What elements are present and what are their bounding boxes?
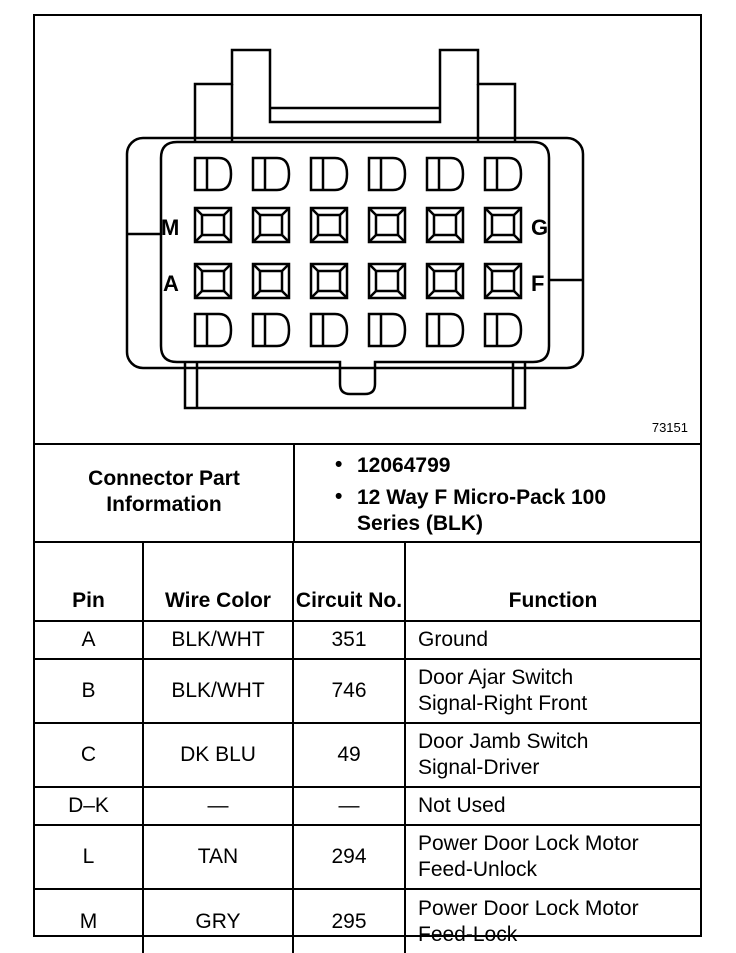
terminal-cavity [195, 314, 231, 346]
part-number: 12064799 [357, 454, 451, 477]
header-wire-color: Wire Color [143, 541, 293, 621]
wire-color-cell: BLK/WHT [143, 659, 293, 723]
circuit-cell: 295 [293, 889, 405, 953]
terminal-cavity [253, 314, 289, 346]
function-line: Signal-Driver [418, 756, 540, 779]
pin-label-a: A [163, 271, 179, 296]
header-circuit-no: Circuit No. [293, 541, 405, 621]
circuit-cell: — [293, 787, 405, 825]
function-line: Door Jamb Switch [418, 730, 589, 753]
pin-cell: B [35, 659, 143, 723]
function-cell [405, 787, 700, 825]
function-cell [405, 889, 700, 953]
pin-label-m: M [161, 215, 180, 240]
circuit-cell: 746 [293, 659, 405, 723]
terminal-cavity [485, 314, 521, 346]
bullet-icon: • [335, 453, 343, 476]
wire-color-cell: GRY [143, 889, 293, 953]
terminal-cavity [427, 314, 463, 346]
connector-diagram [35, 16, 700, 445]
function-cell [405, 621, 700, 659]
terminal-cavity [311, 158, 347, 190]
function-cell [405, 723, 700, 787]
function-line: Door Ajar Switch [418, 666, 574, 689]
pin-cell: D–K [35, 787, 143, 825]
function-cell [405, 659, 700, 723]
function-line: Ground [418, 628, 489, 651]
terminal-cavity [369, 314, 405, 346]
wire-color-cell: DK BLU [143, 723, 293, 787]
function-cell [405, 825, 700, 889]
function-line: Power Door Lock Motor [418, 896, 639, 920]
wire-color-cell: — [143, 787, 293, 825]
table-row [35, 723, 700, 787]
terminal-cavity [427, 158, 463, 190]
wire-color-cell: TAN [143, 825, 293, 889]
table-row [35, 621, 700, 659]
pin-cell: L [35, 825, 143, 889]
function-line: Signal-Right Front [418, 692, 588, 715]
function-line: Feed-Lock [418, 922, 518, 946]
terminal-cavity [253, 158, 289, 190]
pin-cell: C [35, 723, 143, 787]
wire-color-cell: BLK/WHT [143, 621, 293, 659]
table-row [35, 889, 700, 953]
table-row [35, 825, 700, 889]
pin-label-f: F [531, 271, 545, 296]
connector-part-information [35, 443, 700, 543]
pin-table [35, 541, 700, 953]
circuit-cell: 294 [293, 825, 405, 889]
terminal-cavity [195, 158, 231, 190]
table-row [35, 787, 700, 825]
bullet-icon: • [335, 485, 343, 508]
circuit-cell: 49 [293, 723, 405, 787]
figure-id: 73151 [651, 420, 688, 435]
connector-inner-face [161, 142, 549, 394]
connector-face-drawing [35, 16, 700, 443]
terminal-cavity [369, 158, 405, 190]
function-line: Power Door Lock Motor [418, 832, 639, 855]
latch-tab [195, 50, 515, 142]
pin-cell: A [35, 621, 143, 659]
part-info-label: Connector Part Information [35, 443, 295, 541]
circuit-cell: 351 [293, 621, 405, 659]
connector-frame [33, 14, 702, 946]
header-function: Function [405, 541, 700, 621]
terminal-cavity [485, 158, 521, 190]
pin-label-g: G [531, 215, 549, 240]
function-line: Feed-Unlock [418, 858, 538, 881]
function-line: Not Used [418, 794, 506, 817]
table-header-row [35, 541, 700, 621]
part-info-list [295, 443, 700, 541]
pin-cell: M [35, 889, 143, 953]
part-description: 12 Way F Micro-Pack 100 Series (BLK) [357, 486, 607, 535]
table-row [35, 659, 700, 723]
terminal-cavity [311, 314, 347, 346]
header-pin: Pin [35, 541, 143, 621]
